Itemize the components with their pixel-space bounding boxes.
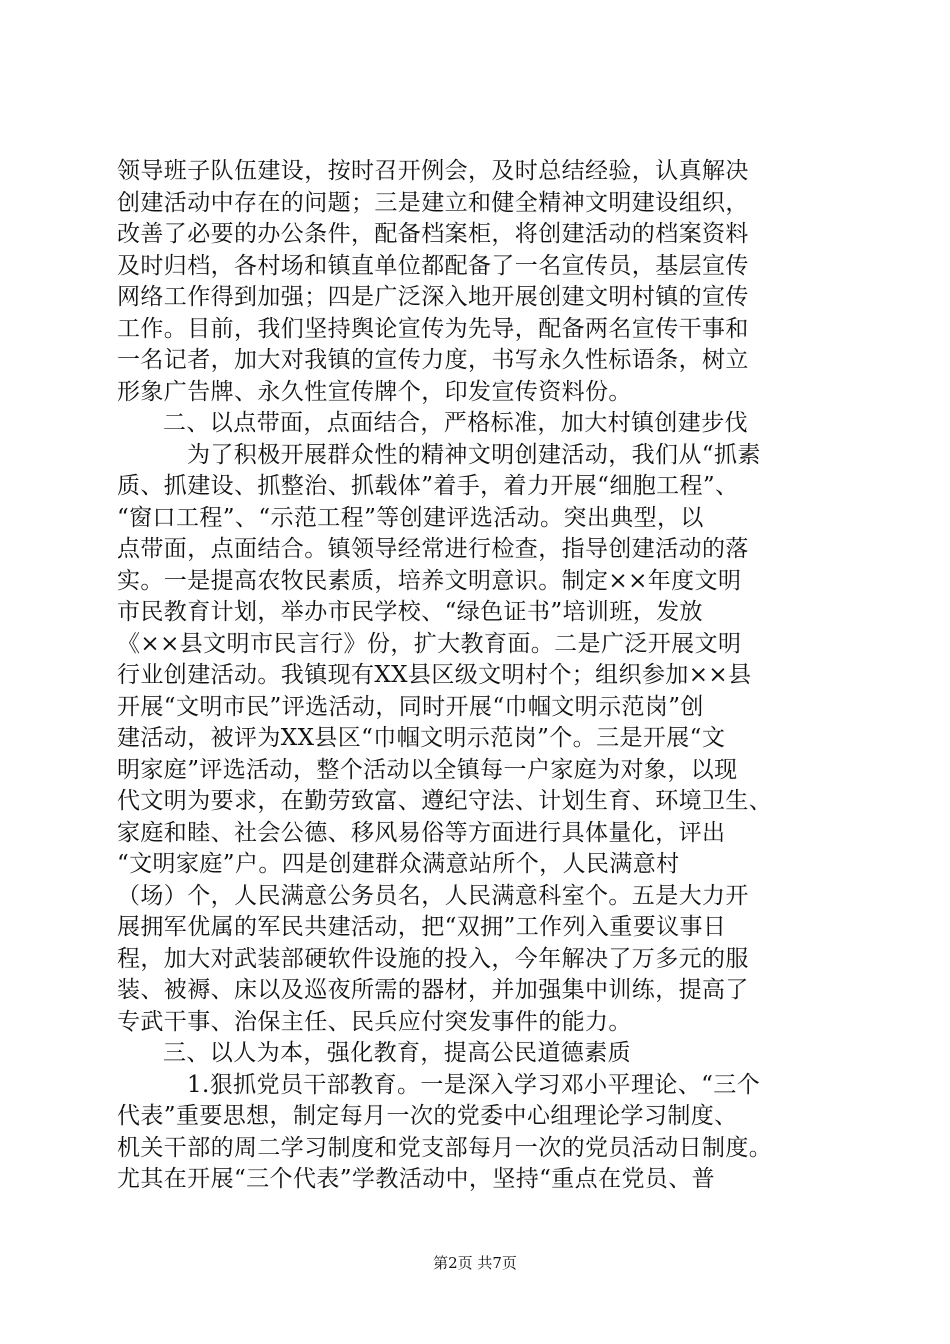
text-line: 市民教育计划，举办市民学校、“绿色证书”培训班，发放 — [117, 599, 703, 625]
text-line: 改善了必要的办公条件，配备档案柜，将创建活动的档案资料 — [117, 221, 749, 247]
text-line: 创建活动中存在的问题；三是建立和健全精神文明建设组织， — [117, 189, 749, 216]
text-line: 质、抓建设、抓整治、抓载体”着手，着力开展“细胞工程”、 — [117, 473, 739, 499]
text-line: 点带面，点面结合。镇领导经常进行检查，指导创建活动的落 — [117, 536, 749, 562]
text-line: 《××县文明市民言行》份，扩大教育面。二是广泛开展文明 — [117, 630, 742, 657]
text-line: 行业创建活动。我镇现有XX县区级文明村个；组织参加××县 — [117, 662, 752, 688]
text-line: 建活动，被评为XX县区“巾帼文明示范岗”个。三是开展“文 — [117, 725, 726, 751]
text-line: 尤其在开展“三个代表”学教活动中，坚持“重点在党员、普 — [117, 1166, 716, 1192]
section-heading: 二、以点带面，点面结合，严格标准，加大村镇创建步伐 — [163, 410, 748, 436]
text-line: 机关干部的周二学习制度和党支部每月一次的党员活动日制度。 — [117, 1134, 773, 1161]
paragraph-first-line: 1.狠抓党员干部教育。一是深入学习邓小平理论、“三个 — [187, 1071, 761, 1098]
section-heading: 三、以人为本，强化教育，提高公民道德素质 — [163, 1040, 631, 1066]
text-line: 展拥军优属的军民共建活动，把“双拥”工作列入重要议事日 — [117, 914, 727, 940]
text-line: 领导班子队伍建设，按时召开例会，及时总结经验，认真解决 — [117, 158, 749, 184]
text-line: “文明家庭”户。四是创建群众满意站所个，人民满意村 — [117, 851, 680, 877]
text-line: 代文明为要求，在勤劳致富、遵纪守法、计划生育、环境卫生、 — [117, 788, 773, 814]
text-line: 装、被褥、床以及巡夜所需的器材，并加强集中训练，提高了 — [117, 977, 749, 1003]
text-line: （场）个，人民满意公务员名，人民满意科室个。五是大力开 — [117, 882, 749, 909]
text-line: 代表”重要思想，制定每月一次的党委中心组理论学习制度、 — [117, 1103, 738, 1129]
text-line: 实。一是提高农牧民素质，培养文明意识。制定××年度文明 — [117, 567, 742, 594]
text-line: “窗口工程”、“示范工程”等创建评选活动。突出典型，以 — [117, 504, 704, 531]
paragraph-first-line: 为了积极开展群众性的精神文明创建活动，我们从“抓素 — [187, 441, 761, 468]
text-line: 网络工作得到加强；四是广泛深入地开展创建文明村镇的宣传 — [117, 284, 749, 310]
document-body — [117, 156, 833, 1196]
text-line: 专武干事、治保主任、民兵应付突发事件的能力。 — [117, 1008, 632, 1035]
text-line: 程，加大对武装部硬软件设施的投入，今年解决了万多元的服 — [117, 945, 749, 972]
text-line: 工作。目前，我们坚持舆论宣传为先导，配备两名宣传干事和 — [117, 315, 749, 342]
text-line: 明家庭”评选活动，整个活动以全镇每一户家庭为对象，以现 — [117, 756, 738, 783]
text-line: 形象广告牌、永久性宣传牌个，印发宣传资料份。 — [117, 378, 632, 405]
text-line: 家庭和睦、社会公德、移风易俗等方面进行具体量化，评出 — [117, 819, 726, 846]
text-line: 开展“文明市民”评选活动，同时开展“巾帼文明示范岗”创 — [117, 693, 704, 720]
page-number-footer: 第2页 共7页 — [433, 1254, 517, 1272]
text-line: 一名记者，加大对我镇的宣传力度，书写永久性标语条，树立 — [117, 347, 749, 373]
text-line: 及时归档，各村场和镇直单位都配备了一名宣传员，基层宣传 — [117, 252, 749, 279]
